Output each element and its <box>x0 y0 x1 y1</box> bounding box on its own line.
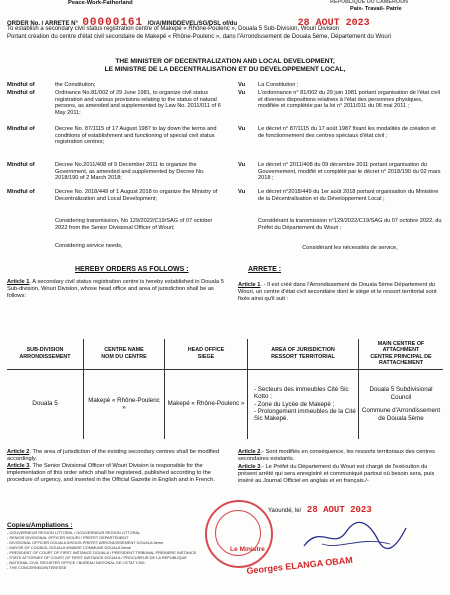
vu-label: Vu <box>238 90 246 96</box>
copies-item: - MAYOR OF COUNCIL DOUALA 5/MAIRE COMMUNE DOUALA 5ème <box>7 545 132 550</box>
signature-date: 28 AOUT 2023 <box>306 505 372 515</box>
table-header-cell <box>165 339 248 369</box>
article1-en-label: Article 1 <box>7 279 30 285</box>
article1-en-text: . A secondary civil status registration centre is hereby established in Douala 5 Sub-division, Wouri Division, whose head office and area of jurisdiction shall be as follows: <box>7 279 224 299</box>
mindful-label: Mindful of <box>7 90 35 96</box>
considering-service-en: Considering service needs, <box>55 243 123 249</box>
copies-title: Copies/Ampliations : <box>7 522 73 529</box>
copies-item: - STATE ATTORNEY OF COURT OF FIRST INSTANCE DOUALA / PROCUREUR DE LA REPUBLIQUE <box>7 555 187 560</box>
article2-en-text: . The area of jurisdiction of the existing secondary centres shall be modified accordingly. <box>7 449 220 462</box>
article2-fr-label: Article 2 <box>238 449 261 455</box>
copies-item: - SENIOR DIVISIONAL OFFICER WOURI / PREFET DEPARTEMENT <box>7 535 129 540</box>
considering-fr: Considérant la transmission n°129/2022/C19/SAG du 07 octobre 2022, du Préfet du Département du Wouri ; <box>258 218 442 231</box>
table-header-cell <box>7 339 84 369</box>
minister-line-en: THE MINISTER OF DECENTRALIZATION AND LOCAL DEVELOPMENT, <box>115 58 335 65</box>
header-main-centre: MAIN CENTRE OF ATTACHMENT CENTRE PRINCIPAL DE RATTACHEMENT <box>370 340 432 367</box>
article1-fr-text: . - Il est créé dans l'Arrondissement de Douala 5ème Département du Wouri, un centre d'état civil secondaire dont le siège et le ressort territorial sont fixés ainsi qu'il suit : <box>238 282 437 302</box>
signature-title: Le Ministre <box>230 546 265 553</box>
mindful-label: Mindful of <box>7 162 35 168</box>
table-header-cell <box>248 339 359 369</box>
header-motto-fr: Paix- Travail- Patrie <box>350 6 402 12</box>
copies-item: - PRESIDENT OF COURT OF FIRST INSTANCE DOUALA / PRESIDENT TRIBUNAL PREMIERE INSTANCE <box>7 550 197 555</box>
vu-text: Le décret n° 87/1115 du 17 août 1987 fixant les modalités de création et de fonctionnement des centres spéciaux d'état civil ; <box>258 126 436 139</box>
orders-heading-en: HEREBY ORDERS AS FOLLOWS : <box>75 266 189 273</box>
vu-text: Le décret n°2018/449 du 1er août 2018 portant organisation du Ministère de la Décentralisation et du Développement Local ; <box>258 189 439 202</box>
considering-service-fr: Considérant les nécessités de service, <box>302 245 398 251</box>
article1-fr-label: Article 1 <box>238 282 261 288</box>
copies-item: - DIVISIONAL OFFICER DOUALA 5/SOUS-PREFET ARRONDISSEMENT DOUALA 5ème <box>7 540 164 545</box>
article2-fr-text: .- Sont modifiés en conséquence, les ressorts territoriaux des centres secondaires existants. <box>238 449 435 462</box>
mindful-text: Decree No. 2018/449 of 1 August 2018 to organize the Ministry of Decentralization and Local Development; <box>55 189 218 202</box>
cell-area <box>248 369 359 439</box>
jurisdiction-table <box>7 339 443 439</box>
signature-place: Yaoundé, le/ <box>268 508 302 514</box>
main-centre-fr: Commune d'Arrondissement de Douala 5ème <box>361 407 441 422</box>
article3-fr-text: .- Le Préfet du Département du Wouri est chargé de l'exécution du présent arrêté qui sera enregistré et communiqué partout où besoin sera, puis inséré au Journal Officiel en anglais et en français./- <box>238 464 435 484</box>
vu-text: La Constitution ; <box>258 82 299 88</box>
vu-label: Vu <box>238 82 246 88</box>
mindful-text: Decree No. 87/1115 of 17 August 1987 to lay down the terms and conditions of establishment and functioning of special civil status registration centres; <box>55 126 217 146</box>
signature-place-date <box>268 505 372 515</box>
vu-label: Vu <box>238 189 246 195</box>
order-number: 00000161 <box>82 17 144 29</box>
area-item: - Prolongement immeubles de la Cité Sic Makepé. <box>254 407 356 423</box>
header-republic-fr: REPUBLIQUE DU CAMEROUN <box>330 0 408 5</box>
mindful-label: Mindful of <box>7 126 35 132</box>
vu-label: Vu <box>238 126 246 132</box>
handwritten-signature-icon <box>300 520 410 554</box>
order-title-fr: Portant création du centre d'état civil secondaire de Makepé « Rhône-Poulenc », dans l'Arrondissement de Douala 5ème, Département du Wouri <box>7 34 392 40</box>
article3-en <box>7 463 225 484</box>
considering-en: Considering transmission, No 129/2022/C19/SAG of 07 october 2022 from the Senior Divisional Officer of Wouri; <box>55 218 213 231</box>
vu-label: Vu <box>238 162 246 168</box>
orders-heading-fr: ARRETE : <box>248 266 282 273</box>
header-centre-name: CENTRE NAME NOM DU CENTRE <box>101 347 147 360</box>
header-subdivision: SUB-DIVISION ARRONDISSEMENT <box>19 347 71 360</box>
table-row <box>7 369 443 439</box>
header-motto-en: Peace-Work-Fatherland <box>68 0 133 6</box>
mindful-text: Ordinance No.81/002 of 29 June 1981, to organize civil status registration and various provisions relating to the status of natural persons, as amended and supplemented by Law No. 2011/011 of 6 May 2011; <box>55 90 221 117</box>
article3-en-label: Article 3 <box>7 463 30 469</box>
article1-fr <box>238 282 442 303</box>
vu-text: Le décret n° 2011/408 du 09 décembre 2011 portant organisation du Gouvernement, modifié et complété par le décret n° 2018/190 du 02 mars 2018 ; <box>258 162 441 182</box>
article3-en-text: . The Senior Divisional Officer of Wouri Division is responsible for the implementation of this order which shall be registered, published according to the procedure of urgency, and inserted in the Official Gazette in English and in French. <box>7 463 215 483</box>
copies-item: - NATIONAL CIVIL REGISTER OFFICE / BUREAU NATIONAL DE L'ETAT CIVIL <box>7 560 146 565</box>
cell-head-office: Makepé « Rhône-Poulenc » <box>165 369 248 439</box>
mindful-text: the Constitution; <box>55 82 96 88</box>
article2-en <box>7 449 225 463</box>
article1-en <box>7 279 225 300</box>
area-item: - Zone du Lycée de Makepé ; <box>254 400 335 408</box>
cell-subdivision: Douala 5 <box>7 369 84 439</box>
signature-name: Georges ELANGA OBAM <box>246 554 354 576</box>
order-title-en: To establish a secondary civil status registration centre of Makepé « Rhône-Poulenc », Douala 5 Sub-Division, Wouri Division <box>7 26 340 32</box>
mindful-label: Mindful of <box>7 189 35 195</box>
article2-en-label: Article 2 <box>7 449 30 455</box>
mindful-label: Mindful of <box>7 82 35 88</box>
cell-centre-name: Makepé « Rhône-Poulenc » <box>84 369 165 439</box>
table-header-row <box>7 339 443 369</box>
cell-main-centre <box>359 369 444 439</box>
header-head-office: HEAD OFFICE SIEGE <box>187 347 225 360</box>
area-item: - Secteurs des immeubles Cité Sic Kotto ; <box>254 385 349 401</box>
article3-fr <box>238 464 442 485</box>
vu-text: L'ordonnance n° 81/002 du 29 juin 1981 portant organisation de l'état civil et diverses dispositions relatives à l'état des personnes physiques, modifiée et complétée par la loi n° 2011/011 du 06 mai 2011 ; <box>258 90 440 110</box>
order-date: 28 AOUT 2023 <box>297 18 370 29</box>
table-header-cell <box>84 339 165 369</box>
copies-item: - GOUVERNEUR REGION LITTORAL / GOUVERNEUR REGION LITTORAL <box>7 530 141 535</box>
article3-fr-label: Article 3 <box>238 464 261 470</box>
minister-line-fr: LE MINISTRE DE LA DECENTRALISATION ET DU DEVELOPPEMENT LOCAL, <box>104 66 346 73</box>
order-prefix: ORDER No. / ARRETE N° <box>7 21 78 27</box>
order-suffix: /O/A/MINDDEVEL/SG/DSL of/du <box>147 21 238 27</box>
main-centre-en: Douala 5 Subdivisional Council <box>369 386 433 401</box>
copies-item: - THE CONCERNED/INTERESSE <box>7 565 67 570</box>
mindful-text: Decree No.2011/408 of 9 December 2011 to organize the Government, as amended and supplemented by Decree No. 2018/190 of 2 March 2018; <box>55 162 205 182</box>
article2-fr <box>238 449 442 463</box>
table-header-cell <box>359 339 444 369</box>
header-area: AREA OF JURISDICTION RESSORT TERRITORIAL <box>271 347 335 360</box>
